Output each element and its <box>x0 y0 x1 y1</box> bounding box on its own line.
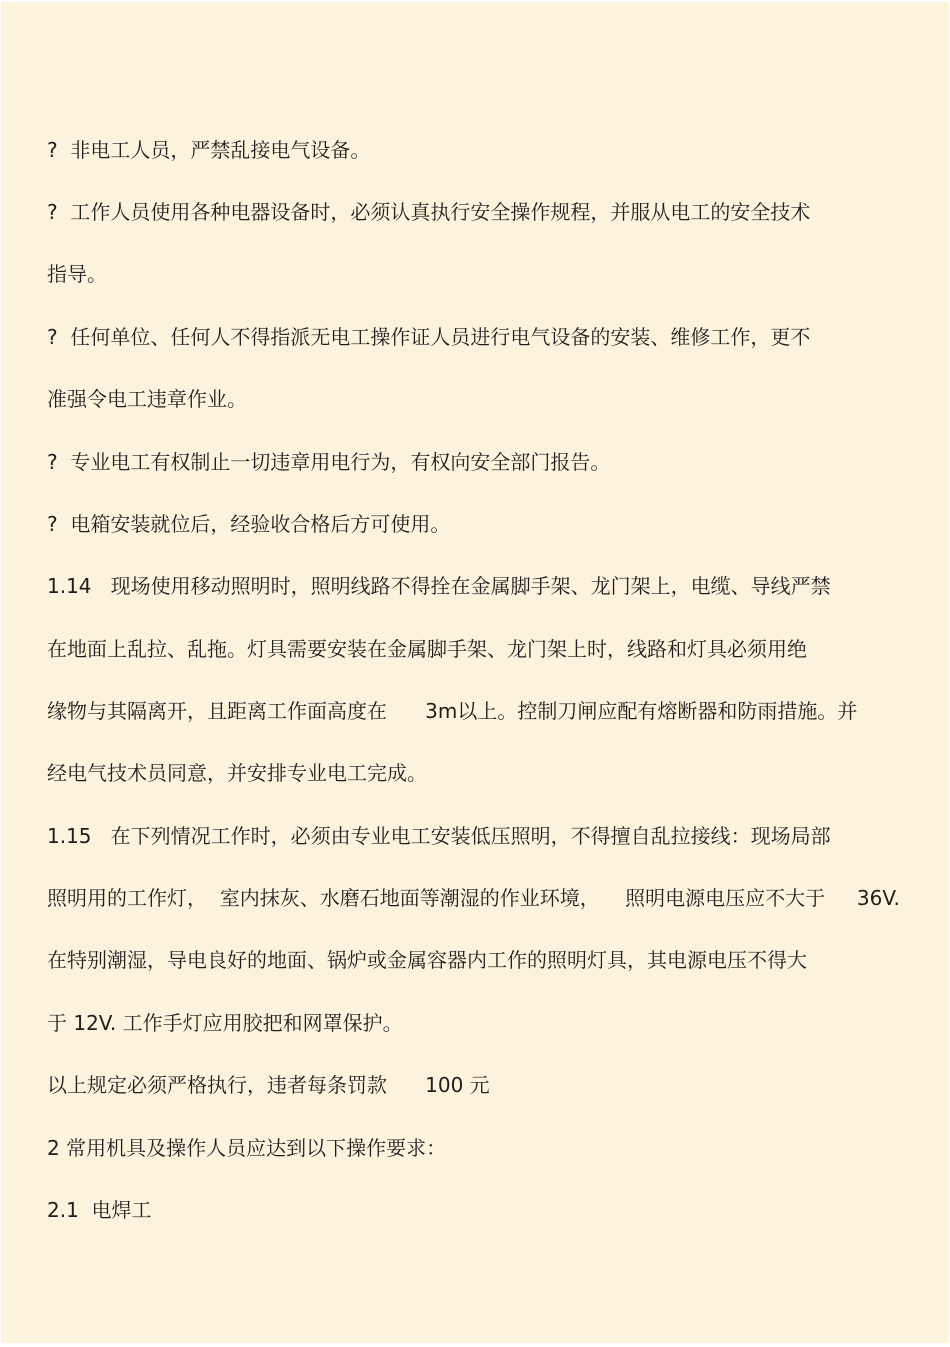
text-line: 指导。 <box>47 262 107 286</box>
text-line: ? 任何单位、任何人不得指派无电工操作证人员进行电气设备的安装、维修工作，更不 <box>47 325 811 349</box>
text-line: ? 非电工人员，严禁乱接电气设备。 <box>47 138 371 162</box>
text-line: 准强令电工违章作业。 <box>47 387 247 411</box>
text-line: ? 专业电工有权制止一切违章用电行为，有权向安全部门报告。 <box>47 450 611 474</box>
text-line: 在地面上乱拉、乱拖。灯具需要安装在金属脚手架、龙门架上时，线路和灯具必须用绝 <box>47 637 807 661</box>
text-line: 照明用的工作灯， 室内抹灰、水磨石地面等潮湿的作业环境， 照明电源电压应不大于 36V. <box>47 886 900 910</box>
text-line: ? 电箱安装就位后，经验收合格后方可使用。 <box>47 512 451 536</box>
text-line: 2.1 电焊工 <box>47 1198 152 1222</box>
text-line: 2 常用机具及操作人员应达到以下操作要求： <box>47 1136 447 1160</box>
document-page <box>1 2 949 1343</box>
text-line: ? 工作人员使用各种电器设备时，必须认真执行安全操作规程，并服从电工的安全技术 <box>47 200 811 224</box>
text-line: 在特别潮湿，导电良好的地面、锅炉或金属容器内工作的照明灯具，其电源电压不得大 <box>47 948 807 972</box>
text-line: 缘物与其隔离开，且距离工作面高度在 3m以上。控制刀闸应配有熔断器和防雨措施。并 <box>47 699 858 723</box>
text-line: 经电气技术员同意，并安排专业电工完成。 <box>47 761 427 785</box>
text-line: 1.15 在下列情况工作时，必须由专业电工安装低压照明，不得擅自乱拉接线：现场局部 <box>47 824 831 848</box>
text-line: 1.14 现场使用移动照明时，照明线路不得拴在金属脚手架、龙门架上，电缆、导线严禁 <box>47 574 831 598</box>
text-line: 以上规定必须严格执行，违者每条罚款 100 元 <box>47 1073 490 1097</box>
text-line: 于 12V. 工作手灯应用胶把和网罩保护。 <box>47 1011 403 1035</box>
